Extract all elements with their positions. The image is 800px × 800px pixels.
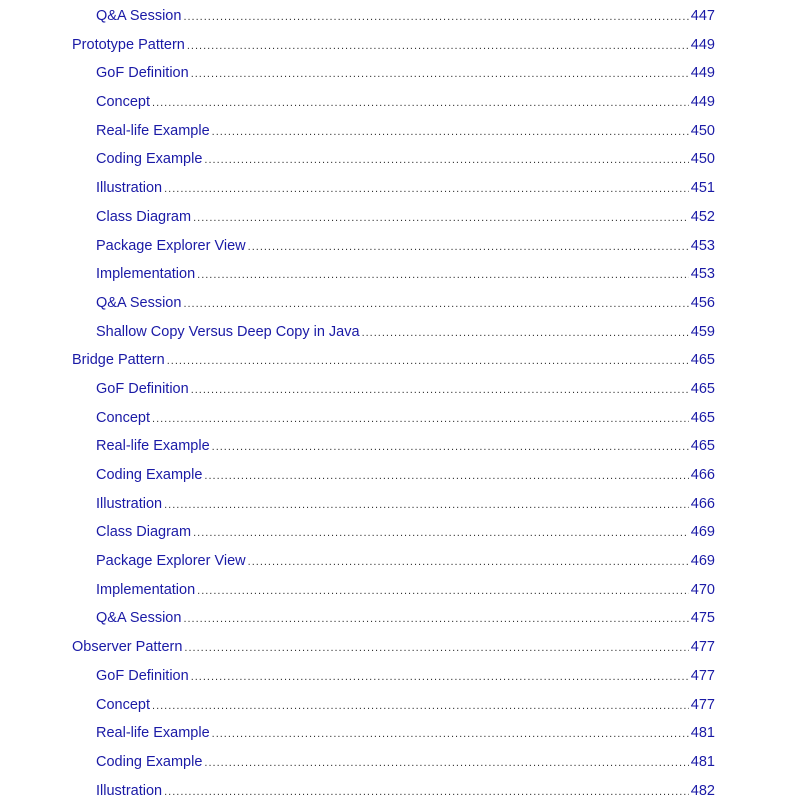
toc-entry-title[interactable]: Implementation xyxy=(96,581,196,598)
toc-section-entry[interactable] xyxy=(0,633,715,662)
toc-entry-title[interactable]: Q&A Session xyxy=(96,294,182,311)
toc-entry-title[interactable]: Implementation xyxy=(96,266,196,283)
toc-page-number[interactable]: 456 xyxy=(690,294,715,311)
toc-subsection-entry[interactable] xyxy=(0,318,715,347)
toc-dot-leader xyxy=(187,32,689,61)
toc-dot-leader xyxy=(183,3,688,32)
toc-subsection-entry[interactable] xyxy=(0,59,715,88)
toc-subsection-entry[interactable] xyxy=(0,145,715,174)
toc-subsection-entry[interactable] xyxy=(0,260,715,289)
toc-subsection-entry[interactable] xyxy=(0,461,715,490)
toc-page-number[interactable]: 477 xyxy=(690,639,715,656)
toc-dot-leader xyxy=(167,347,689,376)
toc-dot-leader xyxy=(248,233,689,262)
table-of-contents xyxy=(0,2,800,800)
toc-page-number[interactable]: 447 xyxy=(690,8,715,24)
toc-subsection-entry[interactable] xyxy=(0,404,715,433)
toc-subsection-entry[interactable] xyxy=(0,88,715,117)
toc-entry-title[interactable]: GoF Definition xyxy=(96,380,189,397)
toc-entry-title[interactable]: Class Diagram xyxy=(96,524,192,541)
toc-subsection-entry[interactable] xyxy=(0,117,715,146)
toc-page-number[interactable]: 481 xyxy=(690,753,715,770)
toc-entry-title[interactable]: Class Diagram xyxy=(96,208,192,225)
toc-subsection-entry[interactable] xyxy=(0,203,715,232)
toc-page-number[interactable]: 449 xyxy=(690,94,715,111)
toc-page-number[interactable]: 466 xyxy=(690,495,715,512)
toc-dot-leader xyxy=(183,290,688,319)
toc-page-number[interactable]: 470 xyxy=(690,581,715,598)
toc-dot-leader xyxy=(193,519,689,548)
toc-entry-title[interactable]: Real-life Example xyxy=(96,438,210,455)
toc-entry-title[interactable]: Real-life Example xyxy=(96,122,210,139)
toc-page-number[interactable]: 449 xyxy=(690,36,715,53)
toc-dot-leader xyxy=(183,605,688,634)
toc-entry-title[interactable]: Coding Example xyxy=(96,753,203,770)
toc-page-number[interactable]: 451 xyxy=(690,180,715,197)
toc-section-entry[interactable] xyxy=(0,346,715,375)
toc-dot-leader xyxy=(191,60,689,89)
toc-dot-leader xyxy=(248,548,689,577)
toc-page-number[interactable]: 465 xyxy=(690,352,715,369)
toc-page-number[interactable]: 450 xyxy=(690,122,715,139)
toc-page-number[interactable]: 453 xyxy=(690,266,715,283)
toc-subsection-entry[interactable] xyxy=(0,547,715,576)
toc-page-number[interactable]: 453 xyxy=(690,237,715,254)
toc-page-number[interactable]: 465 xyxy=(690,438,715,455)
toc-page-number[interactable]: 465 xyxy=(690,380,715,397)
toc-dot-leader xyxy=(197,577,689,606)
toc-entry-title[interactable]: Bridge Pattern xyxy=(72,352,165,369)
toc-page-number[interactable]: 481 xyxy=(690,725,715,742)
toc-dot-leader xyxy=(152,692,689,721)
toc-entry-title[interactable]: Package Explorer View xyxy=(96,553,246,570)
toc-subsection-entry[interactable] xyxy=(0,518,715,547)
toc-entry-title[interactable]: Coding Example xyxy=(96,151,203,168)
toc-subsection-entry[interactable] xyxy=(0,748,715,777)
toc-dot-leader xyxy=(164,175,689,204)
toc-page-number[interactable]: 477 xyxy=(690,696,715,713)
toc-subsection-entry[interactable] xyxy=(0,375,715,404)
toc-dot-leader xyxy=(184,634,688,663)
toc-entry-title[interactable]: Q&A Session xyxy=(96,8,182,24)
toc-page-number[interactable]: 469 xyxy=(690,524,715,541)
toc-entry-title[interactable]: Illustration xyxy=(96,782,163,799)
toc-page-number[interactable]: 465 xyxy=(690,409,715,426)
toc-subsection-entry[interactable] xyxy=(0,662,715,691)
toc-subsection-entry[interactable] xyxy=(0,576,715,605)
toc-subsection-entry[interactable] xyxy=(0,691,715,720)
toc-section-entry[interactable] xyxy=(0,31,715,60)
toc-entry-title[interactable]: Package Explorer View xyxy=(96,237,246,254)
toc-entry-title[interactable]: Q&A Session xyxy=(96,610,182,627)
toc-page-number[interactable]: 469 xyxy=(690,553,715,570)
toc-dot-leader xyxy=(164,491,689,520)
toc-entry-title[interactable]: Shallow Copy Versus Deep Copy in Java xyxy=(96,323,360,340)
toc-entry-title[interactable]: Concept xyxy=(96,409,151,426)
toc-subsection-entry[interactable] xyxy=(0,719,715,748)
toc-subsection-entry[interactable] xyxy=(0,289,715,318)
toc-dot-leader xyxy=(204,462,688,491)
toc-page-number[interactable]: 449 xyxy=(690,65,715,82)
toc-dot-leader xyxy=(212,720,689,749)
toc-entry-title[interactable]: Illustration xyxy=(96,495,163,512)
toc-dot-leader xyxy=(193,204,689,233)
toc-page-number[interactable]: 450 xyxy=(690,151,715,168)
toc-page-number[interactable]: 466 xyxy=(690,467,715,483)
toc-page-number[interactable]: 475 xyxy=(690,610,715,627)
toc-dot-leader xyxy=(362,319,689,348)
toc-dot-leader xyxy=(164,778,689,800)
toc-subsection-entry[interactable] xyxy=(0,604,715,633)
toc-dot-leader xyxy=(191,663,689,692)
toc-subsection-entry[interactable] xyxy=(0,432,715,461)
toc-entry-title[interactable]: Observer Pattern xyxy=(72,639,183,656)
toc-dot-leader xyxy=(191,376,689,405)
toc-entry-title[interactable]: Concept xyxy=(96,696,151,713)
toc-entry-title[interactable]: Coding Example xyxy=(96,467,203,483)
toc-entry-title[interactable]: GoF Definition xyxy=(96,65,189,82)
toc-entry-title[interactable]: Illustration xyxy=(96,180,163,197)
toc-dot-leader xyxy=(152,89,689,118)
toc-page-number[interactable]: 459 xyxy=(690,323,715,340)
toc-page-number[interactable]: 477 xyxy=(690,667,715,684)
toc-subsection-entry[interactable] xyxy=(0,490,715,519)
toc-dot-leader xyxy=(212,118,689,147)
toc-subsection-entry[interactable] xyxy=(0,232,715,261)
toc-page-number[interactable]: 482 xyxy=(690,782,715,799)
toc-subsection-entry[interactable] xyxy=(0,174,715,203)
toc-dot-leader xyxy=(204,146,688,175)
toc-dot-leader xyxy=(152,405,689,434)
toc-entry-title[interactable]: Real-life Example xyxy=(96,725,210,742)
toc-entry-title[interactable]: Prototype Pattern xyxy=(72,36,185,53)
toc-entry-title[interactable]: GoF Definition xyxy=(96,667,189,684)
toc-dot-leader xyxy=(204,749,688,778)
toc-dot-leader xyxy=(197,261,689,290)
toc-subsection-entry[interactable] xyxy=(0,777,715,800)
toc-dot-leader xyxy=(212,433,689,462)
toc-subsection-entry[interactable] xyxy=(0,2,715,31)
toc-page-number[interactable]: 452 xyxy=(690,208,715,225)
toc-entry-title[interactable]: Concept xyxy=(96,94,151,111)
